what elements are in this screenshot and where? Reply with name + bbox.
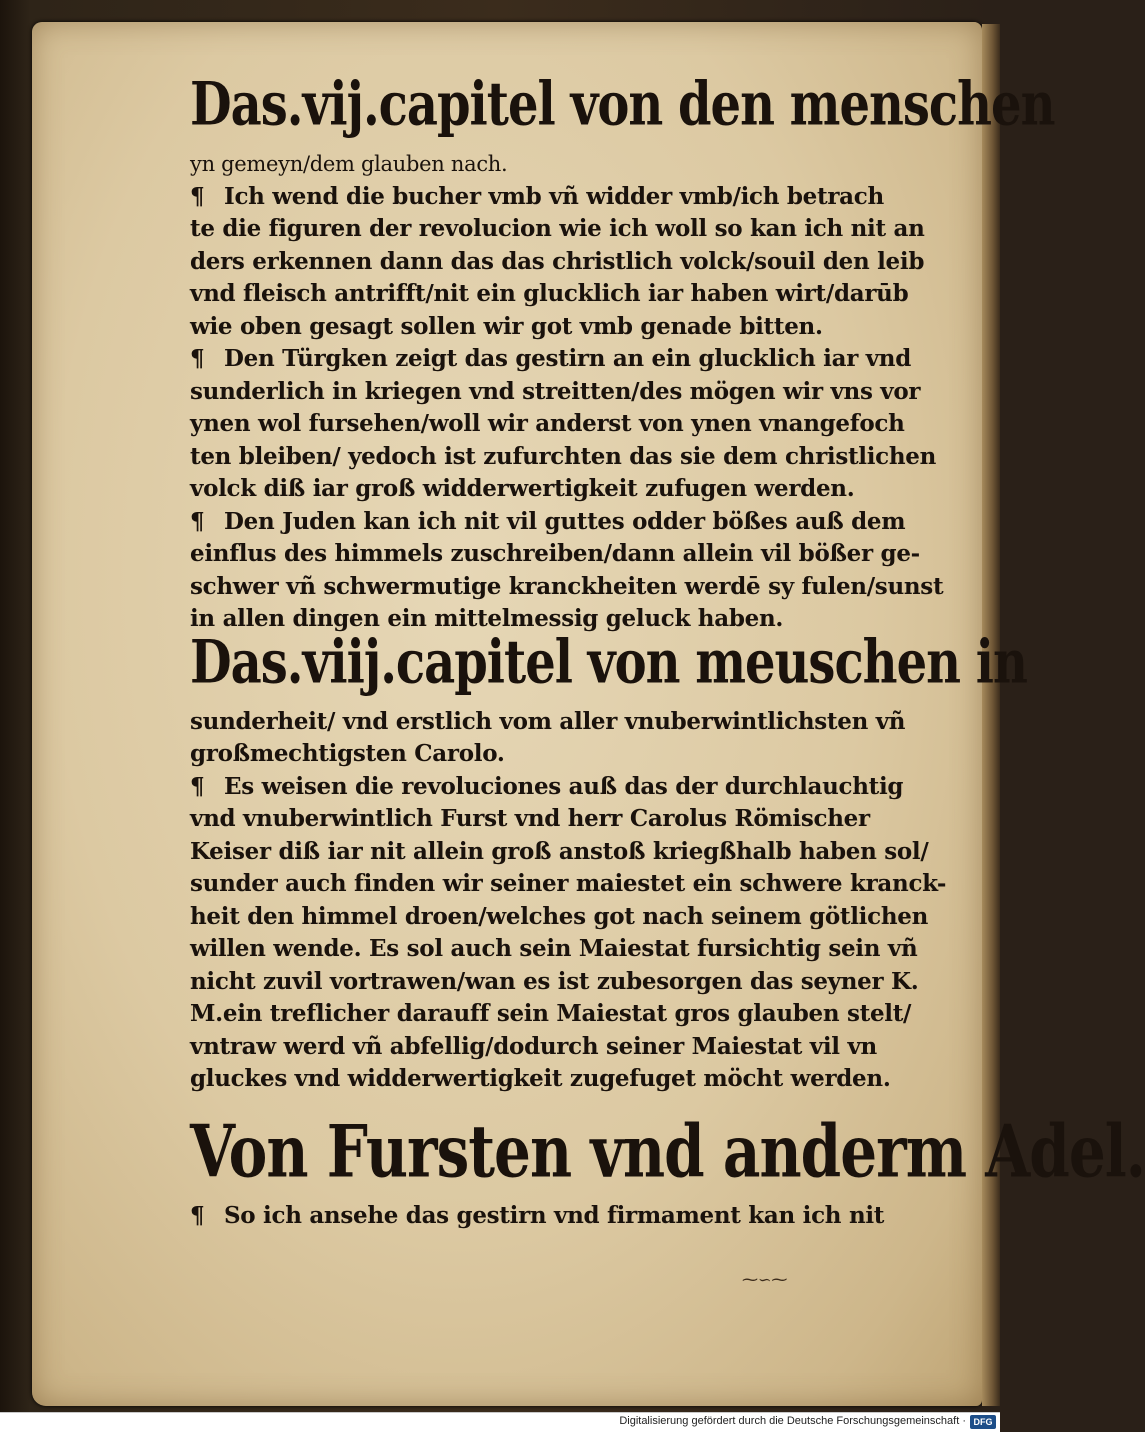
line-text: ders erkennen dann das das christlich volck/souil den leib	[190, 247, 925, 275]
line-text: nicht zuvil vortrawen/wan es ist zubesorgen das seyner K.	[190, 967, 919, 995]
text-line	[190, 506, 906, 539]
footer-bar	[0, 1412, 1000, 1432]
line-text: in allen dingen ein mittelmessig geluck haben.	[190, 605, 784, 632]
line-text: So ich ansehe das gestirn vnd firmament kan ich nit	[224, 1201, 885, 1229]
text-line	[190, 311, 890, 344]
text-line	[190, 771, 904, 804]
line-text: willen wende. Es sol auch sein Maiestat fursichtig sein vñ	[190, 935, 918, 962]
line-text: vnd fleisch antrifft/nit ein glucklich iar haben wirt/darūb	[190, 280, 909, 307]
line-text: einflus des himmels zuschreiben/dann allein vil bößer ge-	[190, 540, 920, 567]
text-line	[190, 571, 944, 604]
text-line	[190, 473, 890, 506]
chapter-heading	[190, 618, 1027, 706]
text-line	[190, 408, 905, 441]
line-text: sunderheit/ vnd erstlich vom aller vnuberwintlichsten vñ	[190, 707, 906, 735]
text-line	[190, 998, 912, 1031]
text-line	[190, 441, 937, 474]
text-line	[190, 1063, 890, 1096]
line-text: volck diß iar groß widderwertigkeit zufugen werden.	[190, 475, 855, 502]
ornament-mark: ⁓∽⁓	[742, 1270, 788, 1289]
line-text: yn gemeyn/dem glauben nach.	[190, 152, 508, 176]
text-line	[190, 181, 890, 214]
line-text: Es weisen die revoluciones auß das der durchlauchtig	[224, 772, 904, 800]
line-text: ynen wol fursehen/woll wir anderst von ynen vnangefoch	[190, 410, 905, 437]
text-line	[190, 966, 919, 999]
pilcrow-mark: ¶	[190, 182, 205, 210]
line-text: ten bleiben/ yedoch ist zufurchten das sie dem christlichen	[190, 442, 937, 470]
text-line	[190, 376, 921, 409]
pilcrow-mark: ¶	[190, 345, 205, 372]
text-line	[190, 933, 918, 966]
line-text: wie oben gesagt sollen wir got vmb genade bitten.	[190, 312, 823, 340]
pilcrow-mark: ¶	[190, 507, 205, 535]
text-line	[190, 148, 890, 181]
line-text: Den Juden kan ich nit vil guttes odder bößes auß dem	[224, 507, 906, 535]
line-text: vnd vnuberwintlich Furst vnd herr Carolus Römischer	[190, 805, 870, 832]
line-text: Ich wend die bucher vmb vñ widder vmb/ich betrach	[224, 182, 884, 210]
line-text: Den Türgken zeigt das gestirn an ein glucklich iar vnd	[224, 345, 911, 372]
text-line	[190, 803, 890, 836]
chapter-heading	[190, 1102, 1145, 1200]
chapter-heading	[190, 61, 1055, 149]
text-line	[190, 213, 925, 246]
page-text	[190, 69, 1145, 1232]
line-text: Das.vij.capitel von den menschen	[190, 69, 1055, 140]
pilcrow-mark: ¶	[190, 772, 205, 800]
line-text: sunderlich in kriegen vnd streitten/des mögen wir vns vor	[190, 377, 921, 405]
line-text: heit den himmel droen/welches got nach seinem götlichen	[190, 902, 928, 930]
text-line	[190, 278, 909, 311]
pilcrow-mark: ¶	[190, 1201, 205, 1229]
line-text: Keiser diß iar nit allein groß anstoß kriegßhalb haben sol/	[190, 837, 929, 865]
line-text: vntraw werd vñ abfellig/dodurch seiner Maiestat vil vn	[190, 1032, 877, 1060]
footer-credit: Digitalisierung gefördert durch die Deutsche Forschungsgemeinschaft ·	[619, 1415, 966, 1427]
text-line	[190, 901, 928, 934]
text-line	[190, 1031, 890, 1064]
text-line	[190, 246, 925, 279]
line-text: te die figuren der revolucion wie ich woll so kan ich nit an	[190, 215, 925, 242]
text-line	[190, 343, 911, 376]
dfg-logo: DFG	[970, 1415, 996, 1429]
text-line	[190, 836, 929, 869]
text-line	[190, 738, 890, 771]
line-text: Das.viij.capitel von meuschen in	[190, 626, 1027, 697]
line-text: großmechtigsten Carolo.	[190, 740, 505, 767]
line-text: gluckes vnd widderwertigkeit zugefuget möcht werden.	[190, 1065, 891, 1092]
line-text: Von Fursten vnd anderm Adel.	[190, 1108, 1145, 1194]
line-text: schwer vñ schwermutige kranckheiten werdē sy fulen/sunst	[190, 572, 944, 600]
line-text: sunder auch finden wir seiner maiestet ein schwere kranck-	[190, 870, 947, 897]
page-edge	[982, 24, 1000, 1406]
line-text: M.ein treflicher darauff sein Maiestat gros glauben stelt/	[190, 1000, 912, 1027]
text-line	[190, 538, 920, 571]
text-line	[190, 868, 947, 901]
text-line	[190, 706, 906, 739]
text-line	[190, 1200, 890, 1233]
